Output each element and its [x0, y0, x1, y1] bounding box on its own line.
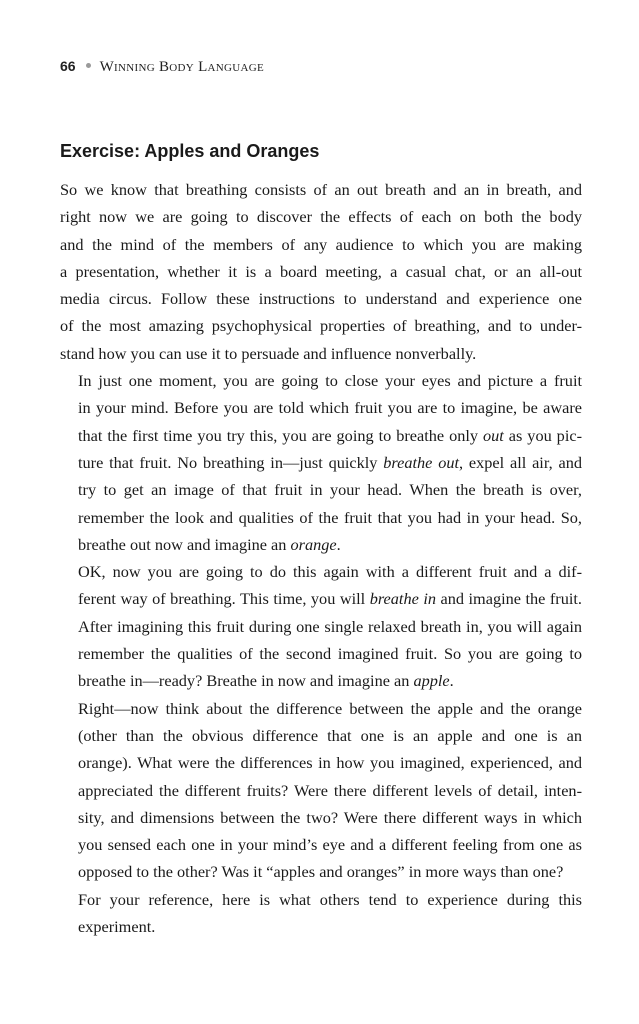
text-line: experiment.: [78, 917, 156, 937]
text-line: orange). What were the differences in how you imagined, experienced, and: [78, 753, 582, 773]
text-run: .: [449, 671, 454, 691]
emphasis-apple: apple: [413, 671, 450, 691]
text-line: [60, 422, 582, 449]
running-head: [60, 58, 264, 78]
emphasis-orange: orange: [290, 534, 337, 554]
text-line: [60, 585, 582, 612]
text-run: ferent way of breathing. This time, you will: [78, 589, 370, 609]
text-line: OK, now you are going to do this again with a different fruit and a dif-: [78, 562, 582, 582]
paragraph-5: [60, 886, 582, 941]
text-run: as you pic-: [503, 425, 582, 445]
text-line: [60, 667, 582, 694]
text-line: in your mind. Before you are told which fruit you are to imagine, be aware: [78, 398, 582, 418]
text-run: and imagine the fruit.: [436, 589, 582, 609]
bullet-separator-icon: [86, 63, 91, 68]
body-text: [60, 176, 582, 940]
emphasis-breathe-out: breathe out: [383, 452, 460, 472]
text-line: After imagining this fruit during one single relaxed breath in, you will again: [78, 616, 582, 636]
text-line: you sensed each one in your mind’s eye and a different feeling from one as: [78, 835, 582, 855]
text-line: remember the qualities of the second imagined fruit. So you are going to: [78, 644, 582, 664]
text-run: breathe in—ready? Breathe in now and imagine an: [78, 671, 414, 691]
paragraph-3: [60, 558, 582, 694]
book-page: [60, 0, 582, 1024]
text-line: stand how you can use it to persuade and influence nonverbally.: [60, 343, 477, 363]
text-line: sity, and dimensions between the two? Were there different ways in which: [78, 807, 582, 827]
page-number: 66: [60, 58, 76, 74]
text-line: Right—now think about the difference between the apple and the orange: [78, 698, 582, 718]
text-line: media circus. Follow these instructions to understand and experience one: [60, 289, 582, 309]
section-heading: Exercise: Apples and Oranges: [60, 141, 320, 161]
text-run: .: [336, 534, 341, 554]
paragraph-4: [60, 695, 582, 886]
book-title: Winning Body Language: [99, 59, 265, 75]
text-line: For your reference, here is what others tend to experience during this: [78, 889, 582, 909]
text-line: of the most amazing psychophysical properties of breathing, and to under-: [60, 316, 582, 336]
text-line: (other than the obvious difference that one is an apple and one is an: [78, 725, 582, 745]
text-run: that the first time you try this, you are going to breathe only: [78, 425, 483, 445]
text-line: opposed to the other? Was it “apples and oranges” in more ways than one?: [78, 862, 564, 882]
text-line: a presentation, whether it is a board meeting, a casual chat, or an all-out: [60, 261, 582, 281]
text-line: [60, 449, 582, 476]
text-line: remember the look and qualities of the fruit that you had in your head. So,: [78, 507, 582, 527]
text-run: ture that fruit. No breathing in—just quickly: [78, 452, 384, 472]
text-line: In just one moment, you are going to close your eyes and picture a fruit: [78, 371, 582, 391]
emphasis-out: out: [483, 425, 504, 445]
text-run: breathe out now and imagine an: [78, 534, 291, 554]
text-run: , expel all air, and: [459, 452, 582, 472]
text-line: [60, 531, 582, 558]
text-line: and the mind of the members of any audience to which you are making: [60, 234, 582, 254]
paragraph-1: [60, 176, 582, 367]
paragraph-2: [60, 367, 582, 558]
emphasis-breathe-in: breathe in: [369, 589, 436, 609]
text-line: right now we are going to discover the effects of each on both the body: [60, 207, 582, 227]
text-line: So we know that breathing consists of an out breath and an in breath, and: [60, 180, 582, 199]
text-line: try to get an image of that fruit in your head. When the breath is over,: [78, 480, 582, 500]
text-line: appreciated the different fruits? Were there different levels of detail, inten-: [78, 780, 582, 800]
